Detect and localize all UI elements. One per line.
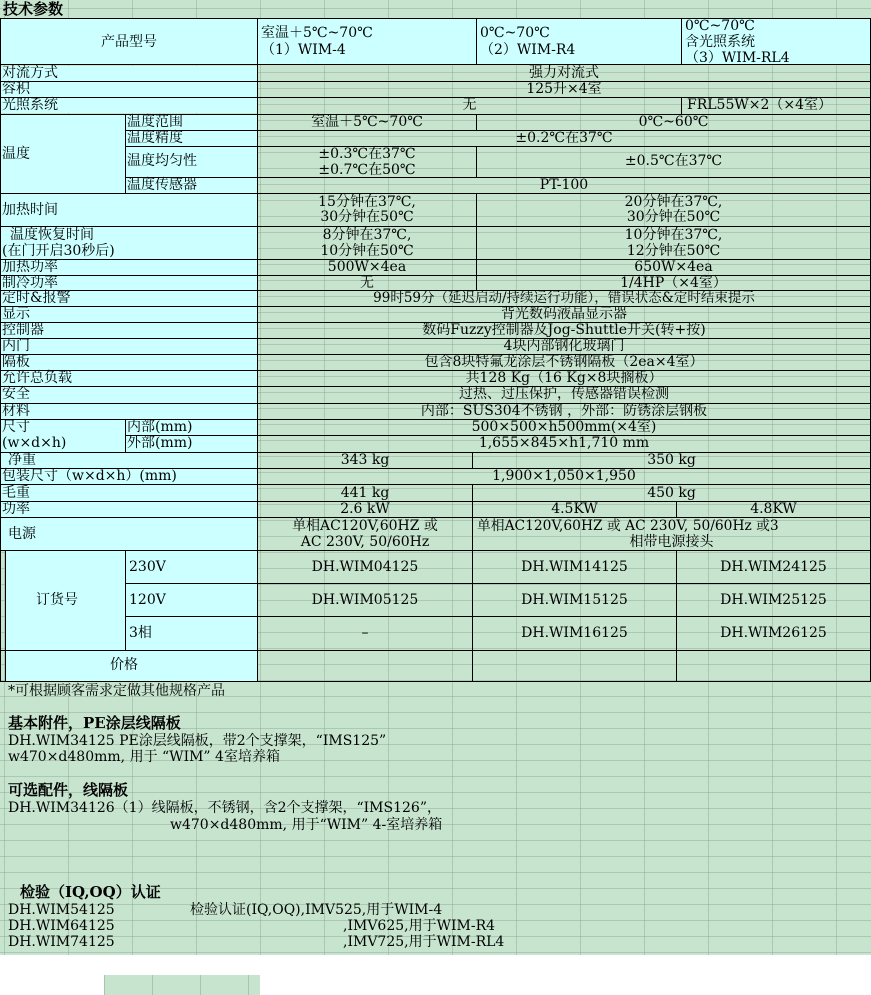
label-capacity: 容积 — [2, 81, 30, 97]
label-recovery-a: 温度恢复时间 — [10, 227, 94, 243]
certification-title: 检验（IQ,OQ）认证 — [20, 883, 161, 901]
value-recovery-m23-b: 12分钟在50℃ — [626, 243, 721, 259]
label-temp-range: 温度范围 — [127, 114, 183, 130]
value-power-m3: 4.8KW — [750, 501, 797, 517]
label-lighting: 光照系统 — [2, 97, 58, 113]
value-lighting-rl4: FRL55W×2（×4室） — [687, 97, 833, 113]
label-temp: 温度 — [2, 146, 30, 162]
label-controller: 控制器 — [2, 322, 44, 338]
order-3ph-m2: DH.WIM16125 — [521, 625, 628, 641]
label-net-weight: 净重 — [8, 452, 36, 468]
basic-accessory-line-2: w470×d480mm, 用于 “WIM” 4室培养箱 — [8, 749, 280, 765]
order-120-m3: DH.WIM25125 — [720, 592, 827, 608]
value-display: 背光数码液晶显示器 — [501, 306, 627, 322]
optional-accessory-line-1: DH.WIM34126（1）线隔板，不锈钢，含2个支撑架，“IMS126”， — [8, 800, 441, 816]
value-shelf: 包含8块特氟龙涂层不锈钢隔板（2ea×4室） — [424, 354, 704, 370]
label-convection: 对流方式 — [2, 65, 58, 81]
order-3ph-m3: DH.WIM26125 — [720, 625, 827, 641]
value-net-weight-m23: 350 kg — [647, 452, 696, 468]
value-uniformity-m23: ±0.5℃在37℃ — [624, 153, 723, 169]
value-power-m1: 2.6 kW — [340, 501, 390, 517]
model-1-range: 室温＋5℃~70℃ — [261, 25, 373, 41]
value-net-weight-m1: 343 kg — [340, 452, 390, 468]
label-supply: 电源 — [8, 526, 36, 542]
value-heat-time-m23-a: 20分钟在37℃, — [624, 194, 723, 210]
cert-code-2: DH.WIM64125 — [8, 918, 115, 934]
label-inner-door: 内门 — [2, 338, 30, 354]
label-material: 材料 — [2, 403, 30, 419]
value-lighting-none: 无 — [462, 97, 477, 113]
label-temp-sensor: 温度传感器 — [127, 177, 197, 193]
value-recovery-m23-a: 10分钟在37℃, — [624, 227, 723, 243]
label-power: 功率 — [2, 501, 30, 517]
model-3-range: 0℃~70℃ — [685, 18, 755, 34]
order-volt-3phase: 3相 — [129, 625, 152, 641]
value-supply-m23-a: 单相AC120V,60HZ 或 AC 230V, 50/60Hz 或3 — [477, 518, 779, 534]
value-inner-door: 4块内部钢化玻璃门 — [503, 338, 625, 354]
optional-accessory-title: 可选配件，线隔板 — [8, 781, 129, 799]
value-heat-power-m23: 650W×4ea — [634, 259, 713, 275]
model-3-extra: 含光照系统 — [685, 34, 755, 50]
cert-code-1: DH.WIM54125 — [8, 902, 115, 918]
value-size-inner: 500×500×h500mm(×4室) — [471, 419, 657, 435]
basic-accessory-line-1: DH.WIM34125 PE涂层线隔板，带2个支撑架，“IMS125” — [8, 733, 387, 749]
label-load: 允许总负载 — [2, 370, 72, 386]
cert-desc-3: ,IMV725,用于WIM-RL4 — [343, 934, 505, 950]
value-recovery-m1-b: 10分钟在50℃ — [320, 243, 414, 259]
cert-desc-1: 检验认证(IQ,OQ),IMV525,用于WIM-4 — [190, 902, 443, 918]
value-uniformity-m1-b: ±0.7℃在50℃ — [318, 162, 416, 178]
value-load: 共128 Kg（16 Kg×8块搁板） — [465, 370, 663, 386]
label-heat-power: 加热功率 — [2, 259, 58, 275]
value-convection: 强力对流式 — [529, 65, 599, 81]
value-power-m2: 4.5KW — [551, 501, 598, 517]
note-custom: *可根据顾客需求定做其他规格产品 — [8, 683, 225, 699]
value-temp-range-m23: 0℃~60℃ — [638, 114, 709, 130]
value-temp-accuracy: ±0.2℃在37℃ — [515, 130, 613, 146]
order-230-m3: DH.WIM24125 — [720, 559, 827, 575]
value-cool-power-m1: 无 — [360, 275, 374, 291]
model-label: 产品型号 — [101, 34, 157, 50]
value-heat-time-m23-b: 30分钟在50℃ — [626, 209, 721, 225]
basic-accessory-title: 基本附件，PE涂层线隔板 — [8, 714, 181, 732]
spreadsheet-fragment — [104, 975, 260, 995]
label-pack-size: 包装尺寸（w×d×h）(mm) — [2, 468, 177, 484]
label-temp-uniformity: 温度均匀性 — [127, 153, 197, 169]
label-order: 订货号 — [36, 592, 78, 608]
order-3ph-m1: – — [361, 625, 369, 641]
cert-code-3: DH.WIM74125 — [8, 934, 115, 950]
value-recovery-m1-a: 8分钟在37℃, — [322, 227, 412, 243]
value-timer: 99时59分（延迟启动/持续运行功能），错误状态&定时结束提示 — [373, 290, 755, 306]
label-size-b: (w×d×h) — [2, 435, 67, 451]
label-temp-accuracy: 温度精度 — [127, 130, 183, 146]
value-uniformity-m1-a: ±0.3℃在37℃ — [318, 146, 416, 162]
value-cool-power-m23: 1/4HP（×4室） — [620, 275, 727, 291]
label-size-a: 尺寸 — [2, 419, 30, 435]
value-capacity: 125升×4室 — [526, 81, 602, 97]
label-size-outer: 外部(mm) — [127, 435, 193, 451]
value-material: 内部：SUS304不锈钢 ，外部：防锈涂层钢板 — [420, 403, 708, 419]
value-size-outer: 1,655×845×h1,710 mm — [478, 435, 650, 451]
cert-desc-2: ,IMV625,用于WIM-R4 — [343, 918, 496, 934]
value-pack-size: 1,900×1,050×1,950 — [492, 468, 636, 484]
label-timer: 定时&报警 — [2, 290, 71, 306]
value-heat-time-m1-b: 30分钟在50℃ — [320, 209, 414, 225]
label-heat-time: 加热时间 — [2, 202, 58, 218]
order-230-m2: DH.WIM14125 — [521, 559, 628, 575]
order-volt-120: 120V — [129, 592, 166, 608]
value-temp-range-m1: 室温＋5℃~70℃ — [311, 114, 423, 130]
order-volt-230: 230V — [129, 559, 166, 575]
model-2-range: 0℃~70℃ — [480, 25, 550, 41]
value-gross-weight-m23: 450 kg — [647, 485, 696, 501]
label-cool-power: 制冷功率 — [2, 275, 58, 291]
value-heat-power-m1: 500W×4ea — [327, 259, 407, 275]
value-safety: 过热、过压保护，传感器错误检测 — [459, 386, 669, 402]
model-2-code: （2）WIM-R4 — [480, 42, 576, 58]
order-120-m1: DH.WIM05125 — [311, 592, 419, 608]
value-temp-sensor: PT-100 — [539, 177, 589, 193]
sheet-title: 技术参数 — [3, 0, 64, 18]
value-supply-m23-b: 相带电源接头 — [629, 534, 714, 550]
label-recovery-b: (在门开启30秒后) — [2, 243, 115, 259]
value-heat-time-m1-a: 15分钟在37℃, — [318, 194, 416, 210]
model-3-code: （3）WIM-RL4 — [685, 50, 790, 65]
label-gross-weight: 毛重 — [2, 485, 30, 501]
value-supply-m1-a: 单相AC120V,60HZ 或 — [292, 518, 438, 534]
label-safety: 安全 — [2, 386, 30, 402]
value-gross-weight-m1: 441 kg — [340, 485, 390, 501]
value-controller: 数码Fuzzy控制器及Jog-Shuttle开关(转+按) — [422, 322, 706, 338]
label-display: 显示 — [2, 306, 30, 322]
model-1-code: （1）WIM-4 — [261, 42, 346, 58]
optional-accessory-line-2: w470×d480mm, 用于“WIM” 4-室培养箱 — [170, 817, 443, 833]
label-price: 价格 — [110, 657, 138, 673]
label-size-inner: 内部(mm) — [127, 419, 193, 435]
order-230-m1: DH.WIM04125 — [311, 559, 419, 575]
value-supply-m1-b: AC 230V, 50/60Hz — [300, 534, 430, 550]
label-shelf: 隔板 — [2, 354, 30, 370]
order-120-m2: DH.WIM15125 — [521, 592, 628, 608]
